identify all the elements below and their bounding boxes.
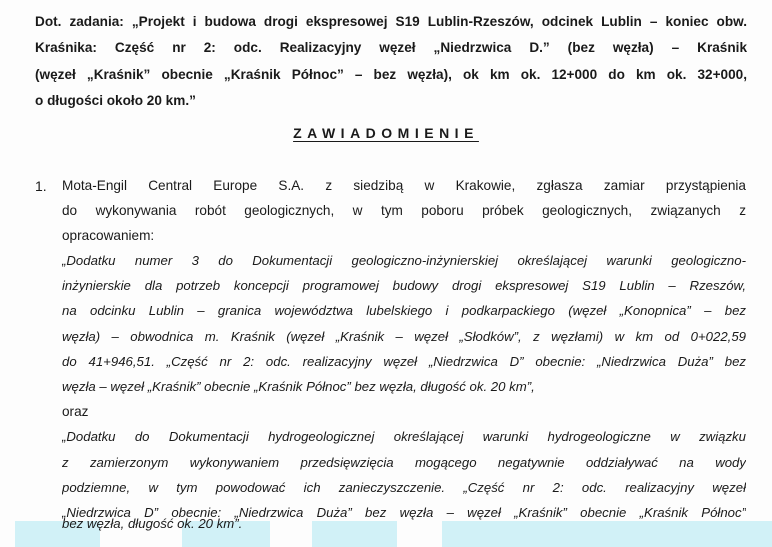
document-title — [0, 125, 772, 141]
item-line: opracowaniem: — [62, 228, 155, 243]
item-line: „Niedrzwica D” obecnie: „Niedrzwica Duża” bez węzła – węzeł „Kraśnik” obecnie „Kraśnik Północ” — [62, 505, 746, 520]
item-number: 1. — [35, 178, 47, 194]
header-line: Dot. zadania: „Projekt i budowa drogi ekspresowej S19 Lublin-Rzeszów, odcinek Lublin – koniec obw. — [35, 14, 747, 29]
item-line: „Dodatku numer 3 do Dokumentacji geologiczno-inżynierskiej określającej warunki geologiczno- — [62, 253, 746, 268]
item-line: oraz — [62, 404, 89, 419]
item-line: do wykonywania robót geologicznych, w tym poboru próbek geologicznych, związanych z — [62, 203, 746, 218]
header-line: Kraśnika: Część nr 2: odc. Realizacyjny węzeł „Niedrzwica D.” (bez węzła) – Kraśnik — [35, 40, 747, 55]
item-line: „Dodatku do Dokumentacji hydrogeologicznej określającej warunki hydrogeologiczne w związku — [62, 429, 746, 444]
header-line: o długości około 20 km.” — [35, 93, 196, 108]
item-line: Mota-Engil Central Europe S.A. z siedzibą w Krakowie, zgłasza zamiar przystąpienia — [62, 178, 746, 193]
item-line: węzła – węzeł „Kraśnik” obecnie „Kraśnik Północ” bez węzła, długość ok. 20 km”, — [62, 379, 535, 394]
item-line: podziemne, w tym powodować ich zanieczyszczenie. „Część nr 2: odc. realizacyjny węzeł — [62, 480, 746, 495]
document-title-text: ZAWIADOMIENIE — [293, 125, 479, 141]
item-line: do 41+946,51. „Część nr 2: odc. realizacyjny węzeł „Niedrzwica D” obecnie: „Niedrzwica Duża” bez — [62, 354, 746, 369]
item-line: na odcinku Lublin – granica województwa lubelskiego i podkarpackiego (węzeł „Konopnica” – bez — [62, 303, 746, 318]
item-line: bez węzła, długość ok. 20 km”. — [62, 516, 243, 531]
header-line: (węzeł „Kraśnik” obecnie „Kraśnik Północ” – bez węzła), ok km ok. 12+000 do km ok. 32+000, — [35, 67, 747, 82]
item-line: z zamierzonym wykonywaniem przedsięwzięcia mogącego negatywnie oddziaływać na wody — [62, 455, 746, 470]
item-line: węzła) – obwodnica m. Kraśnik (węzeł „Kraśnik – węzeł „Słodków”, z węzłami) w km od 0+022,59 — [62, 329, 746, 344]
item-line: inżynierskie dla potrzeb koncepcji programowej budowy drogi ekspresowej S19 Lublin – Rzeszów, — [62, 278, 746, 293]
